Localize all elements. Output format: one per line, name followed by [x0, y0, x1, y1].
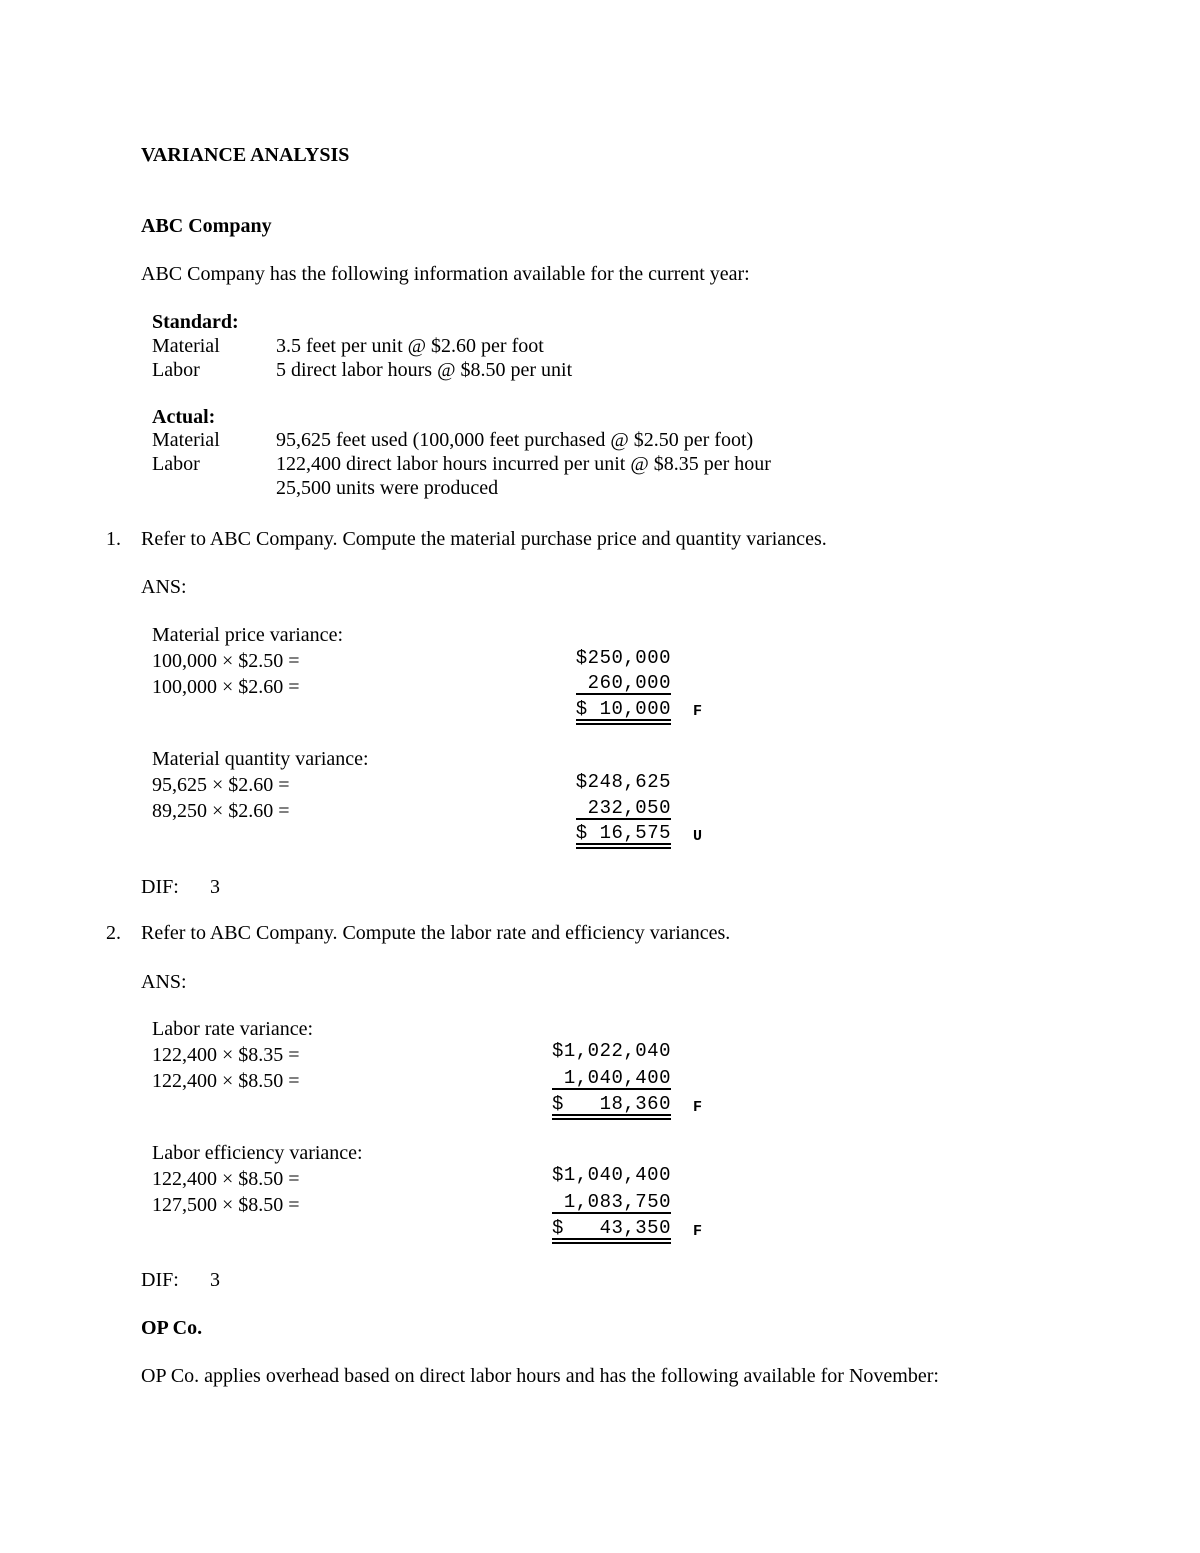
- dif-label-2: DIF:: [141, 1269, 179, 1291]
- standard-label: Standard:: [152, 311, 239, 333]
- calc-line: 100,000 × $2.50 =: [152, 650, 300, 672]
- variance-result-amount: $ 43,350: [551, 1217, 671, 1239]
- amount-value: 1,040,400: [563, 1067, 671, 1089]
- calc-line: 89,250 × $2.60 =: [152, 800, 290, 822]
- calc-line: 122,400 × $8.35 =: [152, 1044, 300, 1066]
- variance-title-material-quantity: Material quantity variance:: [152, 748, 369, 770]
- standard-item-material: Material: [152, 335, 220, 357]
- subtotal-rule: [552, 1088, 671, 1090]
- double-underline-bottom: [552, 1242, 671, 1244]
- subtotal-rule: [576, 818, 671, 820]
- standard-desc-labor: 5 direct labor hours @ $8.50 per unit: [276, 359, 573, 381]
- actual-label: Actual:: [152, 406, 216, 428]
- company-heading-abc: ABC Company: [141, 215, 272, 237]
- variance-flag: U: [693, 828, 703, 845]
- actual-item-labor: Labor: [152, 453, 200, 475]
- double-underline-top: [576, 719, 671, 721]
- dif-value-2: 3: [210, 1269, 220, 1291]
- dif-value-1: 3: [210, 876, 220, 898]
- subtotal-rule: [552, 1212, 671, 1214]
- double-underline-bottom: [576, 723, 671, 725]
- page-title: VARIANCE ANALYSIS: [141, 144, 350, 166]
- variance-flag: F: [693, 1223, 703, 1240]
- actual-desc-units: 25,500 units were produced: [276, 477, 499, 499]
- variance-title-material-price: Material price variance:: [152, 624, 343, 646]
- variance-flag: F: [693, 1099, 703, 1116]
- actual-item-material: Material: [152, 429, 220, 451]
- question-text-2: Refer to ABC Company. Compute the labor rate and efficiency variances.: [141, 922, 731, 944]
- question-number-2: 2.: [106, 922, 121, 944]
- standard-item-labor: Labor: [152, 359, 200, 381]
- question-text-1: Refer to ABC Company. Compute the material purchase price and quantity variances.: [141, 528, 827, 550]
- variance-result-amount: $ 18,360: [551, 1093, 671, 1115]
- amount-value: $1,022,040: [551, 1040, 671, 1062]
- double-underline-top: [576, 843, 671, 845]
- standard-desc-material: 3.5 feet per unit @ $2.60 per foot: [276, 335, 544, 357]
- calc-line: 122,400 × $8.50 =: [152, 1070, 300, 1092]
- dif-label-1: DIF:: [141, 876, 179, 898]
- answer-label-2: ANS:: [141, 971, 187, 993]
- amount-value: $250,000: [575, 647, 671, 669]
- company-intro-abc: ABC Company has the following information available for the current year:: [141, 263, 750, 285]
- variance-title-labor-rate: Labor rate variance:: [152, 1018, 314, 1040]
- question-number-1: 1.: [106, 528, 121, 550]
- calc-line: 127,500 × $8.50 =: [152, 1194, 300, 1216]
- double-underline-bottom: [576, 847, 671, 849]
- double-underline-top: [552, 1238, 671, 1240]
- variance-result-amount: $ 16,575: [575, 822, 671, 844]
- calc-line: 95,625 × $2.60 =: [152, 774, 290, 796]
- calc-line: 122,400 × $8.50 =: [152, 1168, 300, 1190]
- calc-line: 100,000 × $2.60 =: [152, 676, 300, 698]
- amount-value: $1,040,400: [551, 1164, 671, 1186]
- variance-flag: F: [693, 703, 703, 720]
- amount-value: 232,050: [587, 797, 671, 819]
- amount-value: 1,083,750: [563, 1191, 671, 1213]
- variance-title-labor-efficiency: Labor efficiency variance:: [152, 1142, 363, 1164]
- actual-desc-labor: 122,400 direct labor hours incurred per unit @ $8.35 per hour: [276, 453, 771, 475]
- double-underline-bottom: [552, 1118, 671, 1120]
- variance-result-amount: $ 10,000: [575, 698, 671, 720]
- amount-value: 260,000: [587, 672, 671, 694]
- company-heading-op: OP Co.: [141, 1317, 203, 1339]
- amount-value: $248,625: [575, 771, 671, 793]
- company-intro-op: OP Co. applies overhead based on direct labor hours and has the following available for November:: [141, 1365, 939, 1387]
- double-underline-top: [552, 1114, 671, 1116]
- actual-desc-material: 95,625 feet used (100,000 feet purchased @ $2.50 per foot): [276, 429, 754, 451]
- answer-label-1: ANS:: [141, 576, 187, 598]
